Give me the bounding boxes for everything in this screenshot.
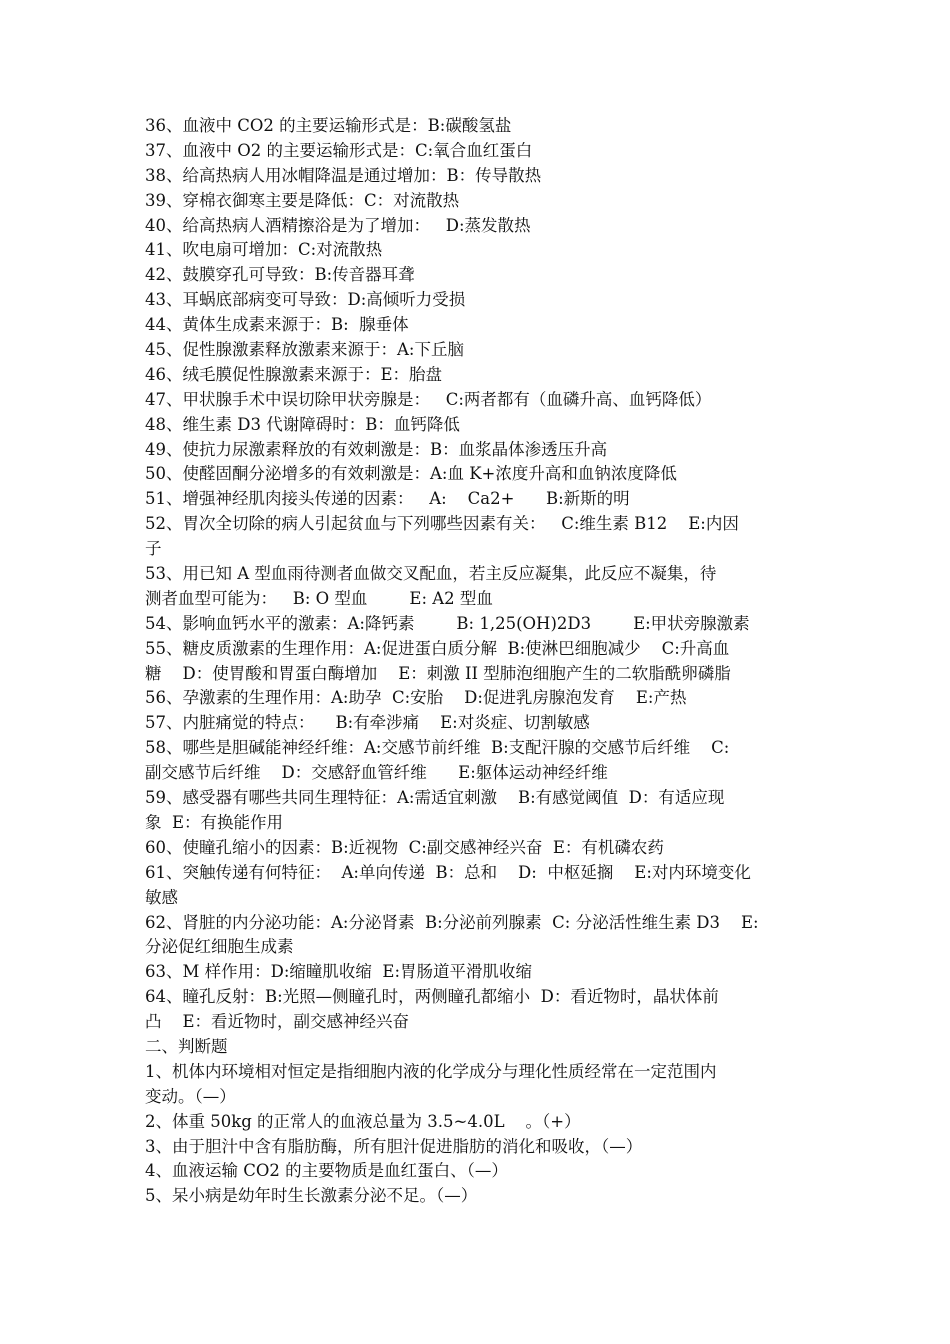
text-line: 42、鼓膜穿孔可导致：B:传音器耳聋 <box>145 265 415 285</box>
text-line: 36、血液中 CO2 的主要运输形式是：B:碳酸氢盐 <box>145 116 512 135</box>
text-line: 54、影响血钙水平的激素：A:降钙素 B: 1,25(OH)2D3 E:甲状旁腺激素 <box>145 613 750 633</box>
text-line: 敏感 <box>145 887 178 907</box>
text-line: 55、糖皮质激素的生理作用：A:促进蛋白质分解 B:使淋巴细胞减少 C:升高血 <box>145 638 730 658</box>
text-line: 58、哪些是胆碱能神经纤维：A:交感节前纤维 B:支配汗腺的交感节后纤维 C: <box>145 738 730 758</box>
text-line: 49、使抗力尿激素释放的有效刺激是：B：血浆晶体渗透压升高 <box>145 439 608 459</box>
text-line: 57、内脏痛觉的特点： B:有牵涉痛 E:对炎症、切割敏感 <box>145 713 590 733</box>
text-line: 53、用已知 A 型血雨待测者血做交叉配血，若主反应凝集，此反应不凝集，待 <box>145 564 717 584</box>
text-line: 50、使醛固酮分泌增多的有效刺激是：A:血 K+浓度升高和血钠浓度降低 <box>145 464 677 484</box>
text-line: 41、吹电扇可增加：C:对流散热 <box>145 240 383 260</box>
text-line: 43、耳蜗底部病变可导致：D:高倾听力受损 <box>145 290 466 310</box>
text-line: 61、突触传递有何特征： A:单向传递 B：总和 D: 中枢延搁 E:对内环境变化 <box>145 862 751 882</box>
text-line: 分泌促红细胞生成素 <box>145 937 294 957</box>
text-line: 38、给高热病人用冰帽降温是通过增加：B：传导散热 <box>145 165 542 185</box>
text-line: 1、机体内环境相对恒定是指细胞内液的化学成分与理化性质经常在一定范围内 <box>145 1061 717 1081</box>
text-line: 37、血液中 O2 的主要运输形式是：C:氧合血红蛋白 <box>145 140 533 160</box>
text-line: 2、体重 50kg 的正常人的血液总量为 3.5~4.0L 。（+） <box>145 1111 581 1131</box>
text-line: 副交感节后纤维 D：交感舒血管纤维 E:躯体运动神经纤维 <box>145 763 608 783</box>
text-line: 48、维生素 D3 代谢障碍时：B：血钙降低 <box>145 414 460 434</box>
text-line: 5、呆小病是幼年时生长激素分泌不足。（—） <box>145 1186 478 1206</box>
text-line: 62、肾脏的内分泌功能：A:分泌肾素 B:分泌前列腺素 C: 分泌活性维生素 D3 E: <box>145 912 759 932</box>
text-line: 3、由于胆汁中含有脂肪酶，所有胆汁促进脂肪的消化和吸收，（—） <box>145 1136 643 1156</box>
text-line: 4、血液运输 CO2 的主要物质是血红蛋白、（—） <box>145 1161 508 1181</box>
text-line: 63、M 样作用：D:缩瞳肌收缩 E:胃肠道平滑肌收缩 <box>145 962 533 982</box>
text-line: 52、胃次全切除的病人引起贫血与下列哪些因素有关： C:维生素 B12 E:内因 <box>145 514 739 534</box>
text-line: 46、绒毛膜促性腺激素来源于：E：胎盘 <box>145 364 443 384</box>
text-line: 子 <box>145 539 162 559</box>
text-line: 象 E：有换能作用 <box>145 812 284 832</box>
document-body <box>145 114 810 1209</box>
text-line: 45、促性腺激素释放激素来源于：A:下丘脑 <box>145 340 464 360</box>
text-line: 测者血型可能为： B: O 型血 E: A2 型血 <box>145 588 493 608</box>
text-line: 变动。（—） <box>145 1086 236 1106</box>
text-line: 47、甲状腺手术中误切除甲状旁腺是： C:两者都有（血磷升高、血钙降低） <box>145 389 712 409</box>
text-line: 51、增强神经肌肉接头传递的因素： A: Ca2+ B:新斯的明 <box>145 489 630 509</box>
text-line: 糖 D：使胃酸和胃蛋白酶增加 E：刺激 II 型肺泡细胞产生的二软脂酰卵磷脂 <box>145 663 731 683</box>
text-line: 凸 E：看近物时，副交感神经兴奋 <box>145 1012 410 1032</box>
text-line: 二、判断题 <box>145 1036 228 1056</box>
text-line: 39、穿棉衣御寒主要是降低：C：对流散热 <box>145 190 460 210</box>
text-line: 40、给高热病人酒精擦浴是为了增加： D:蒸发散热 <box>145 215 531 235</box>
text-line: 59、感受器有哪些共同生理特征：A:需适宜刺激 B:有感觉阈值 D：有适应现 <box>145 788 725 808</box>
text-line: 44、黄体生成素来源于：B: 腺垂体 <box>145 315 409 335</box>
text-line: 60、使瞳孔缩小的因素：B:近视物 C:副交感神经兴奋 E：有机磷农药 <box>145 837 664 857</box>
text-line: 64、瞳孔反射：B:光照—侧瞳孔时，两侧瞳孔都缩小 D：看近物时，晶状体前 <box>145 987 719 1007</box>
text-line: 56、孕激素的生理作用：A:助孕 C:安胎 D:促进乳房腺泡发育 E:产热 <box>145 688 687 708</box>
